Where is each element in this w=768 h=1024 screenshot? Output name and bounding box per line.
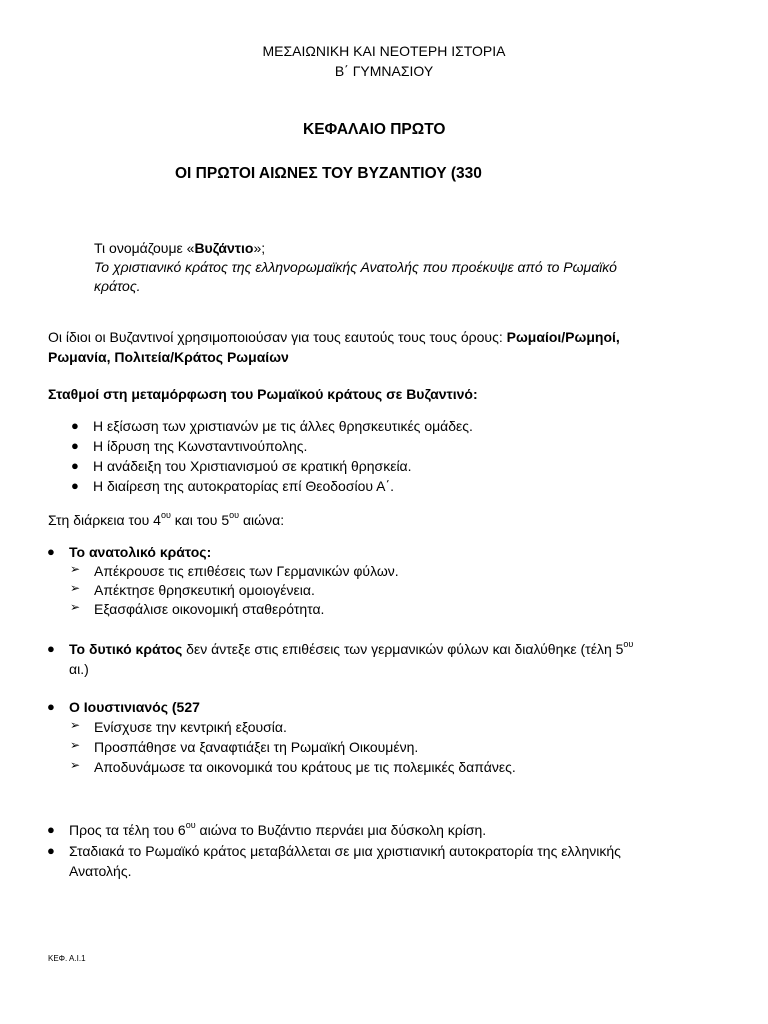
justinian-item: Προσπάθησε να ξαναφτιάξει τη Ρωμαϊκή Οικουμένη. <box>94 739 419 755</box>
terms-line-1 <box>48 327 620 347</box>
stations-heading: Σταθμοί στη μεταμόρφωση του Ρωμαϊκού κράτους σε Βυζαντινό: <box>48 386 478 402</box>
west-sup: ου <box>623 639 634 650</box>
chapter-title: ΚΕΦΑΛΑΙΟ ΠΡΩΤΟ <box>303 121 446 138</box>
closing-item-1 <box>69 820 486 840</box>
section-title: ΟΙ ΠΡΩΤΟΙ ΑΙΩΝΕΣ ΤΟΥ ΒΥΖΑΝΤΙΟΥ (330 <box>175 165 482 182</box>
bullet-dot-icon: ● <box>47 822 55 837</box>
arrow-head-icon: ➢ <box>70 581 81 595</box>
west-title: Το δυτικό κράτος <box>69 641 183 657</box>
closing-item-2-line-2: Ανατολής. <box>69 863 132 879</box>
arrow-head-icon: ➢ <box>70 718 81 732</box>
closing-item-2-line-1: Σταδιακά το Ρωμαϊκό κράτος μεταβάλλεται σε μια χριστιανική αυτοκρατορία της ελληνικής <box>69 843 621 859</box>
station-item: Η ίδρυση της Κωνσταντινούπολης. <box>93 438 308 454</box>
bullet-dot-icon: ● <box>71 438 79 453</box>
justinian-item: Αποδυνάμωσε τα οικονομικά του κράτους με τις πολεμικές δαπάνες. <box>94 759 516 775</box>
arrow-head-icon: ➢ <box>70 600 81 614</box>
page-footer: ΚΕΦ. Α.Ι.1 <box>48 954 86 963</box>
bullet-dot-icon: ● <box>47 641 55 656</box>
arrow-head-icon: ➢ <box>70 758 81 772</box>
justinian-title: Ο Ιουστινιανός (527 <box>69 699 200 715</box>
period-prefix: Στη διάρκεια του 4 <box>48 512 161 528</box>
question-line <box>94 238 265 258</box>
answer-line-2: κράτος. <box>94 278 141 294</box>
east-item: Απέκρουσε τις επιθέσεις των Γερμανικών φύλων. <box>94 563 399 579</box>
terms-bold-1: Ρωμαίοι/Ρωμηοί <box>506 329 616 345</box>
closing-1-prefix: Προς τα τέλη του 6 <box>69 822 186 838</box>
terms-comma: , <box>615 329 620 345</box>
justinian-item: Ενίσχυσε την κεντρική εξουσία. <box>94 719 287 735</box>
bullet-dot-icon: ● <box>71 418 79 433</box>
header-line-2: Β΄ ΓΥΜΝΑΣΙΟΥ <box>334 63 434 79</box>
closing-1-sup: ου <box>185 820 196 831</box>
west-text: δεν άντεξε στις επιθέσεις των γερμανικών φύλων και διαλύθηκε (τέλη 5 <box>182 641 624 657</box>
question-suffix: »; <box>253 240 266 256</box>
bullet-dot-icon: ● <box>47 843 55 858</box>
bullet-dot-icon: ● <box>71 478 79 493</box>
terms-line-2: Ρωμανία, Πολιτεία/Κράτος Ρωμαίων <box>48 349 289 365</box>
header-line-1: ΜΕΣΑΙΩΝΙΚΗ ΚΑΙ ΝΕΟΤΕΡΗ ΙΣΤΟΡΙΑ <box>262 43 506 59</box>
period-sup-1: ου <box>160 510 171 521</box>
east-item: Απέκτησε θρησκευτική ομοιογένεια. <box>94 582 315 598</box>
station-item: Η διαίρεση της αυτοκρατορίας επί Θεοδοσίου Α΄. <box>93 478 395 494</box>
west-line-1 <box>69 639 633 659</box>
question-term: Βυζάντιο <box>194 240 254 256</box>
arrow-head-icon: ➢ <box>70 562 81 576</box>
bullet-dot-icon: ● <box>47 544 55 559</box>
west-line-2: αι.) <box>69 661 89 677</box>
bullet-dot-icon: ● <box>71 458 79 473</box>
answer-line-1: Το χριστιανικό κράτος της ελληνορωμαϊκής Ανατολής που προέκυψε από το Ρωμαϊκό <box>94 259 617 275</box>
east-item: Εξασφάλισε οικονομική σταθερότητα. <box>94 601 325 617</box>
question-prefix: Τι ονομάζουμε « <box>94 240 195 256</box>
terms-text: Οι ίδιοι οι Βυζαντινοί χρησιμοποιούσαν για τους εαυτούς τους τους όρους: <box>48 329 507 345</box>
period-line <box>48 510 284 530</box>
arrow-head-icon: ➢ <box>70 738 81 752</box>
period-suffix: αιώνα: <box>239 512 285 528</box>
station-item: Η εξίσωση των χριστιανών με τις άλλες θρησκευτικές ομάδες. <box>93 418 473 434</box>
period-middle: και του 5 <box>170 512 230 528</box>
closing-1-suffix: αιώνα το Βυζάντιο περνάει μια δύσκολη κρίση. <box>195 822 487 838</box>
station-item: Η ανάδειξη του Χριστιανισμού σε κρατική θρησκεία. <box>93 458 412 474</box>
east-title: Το ανατολικό κράτος: <box>69 544 212 560</box>
period-sup-2: ου <box>229 510 240 521</box>
bullet-dot-icon: ● <box>47 699 55 714</box>
